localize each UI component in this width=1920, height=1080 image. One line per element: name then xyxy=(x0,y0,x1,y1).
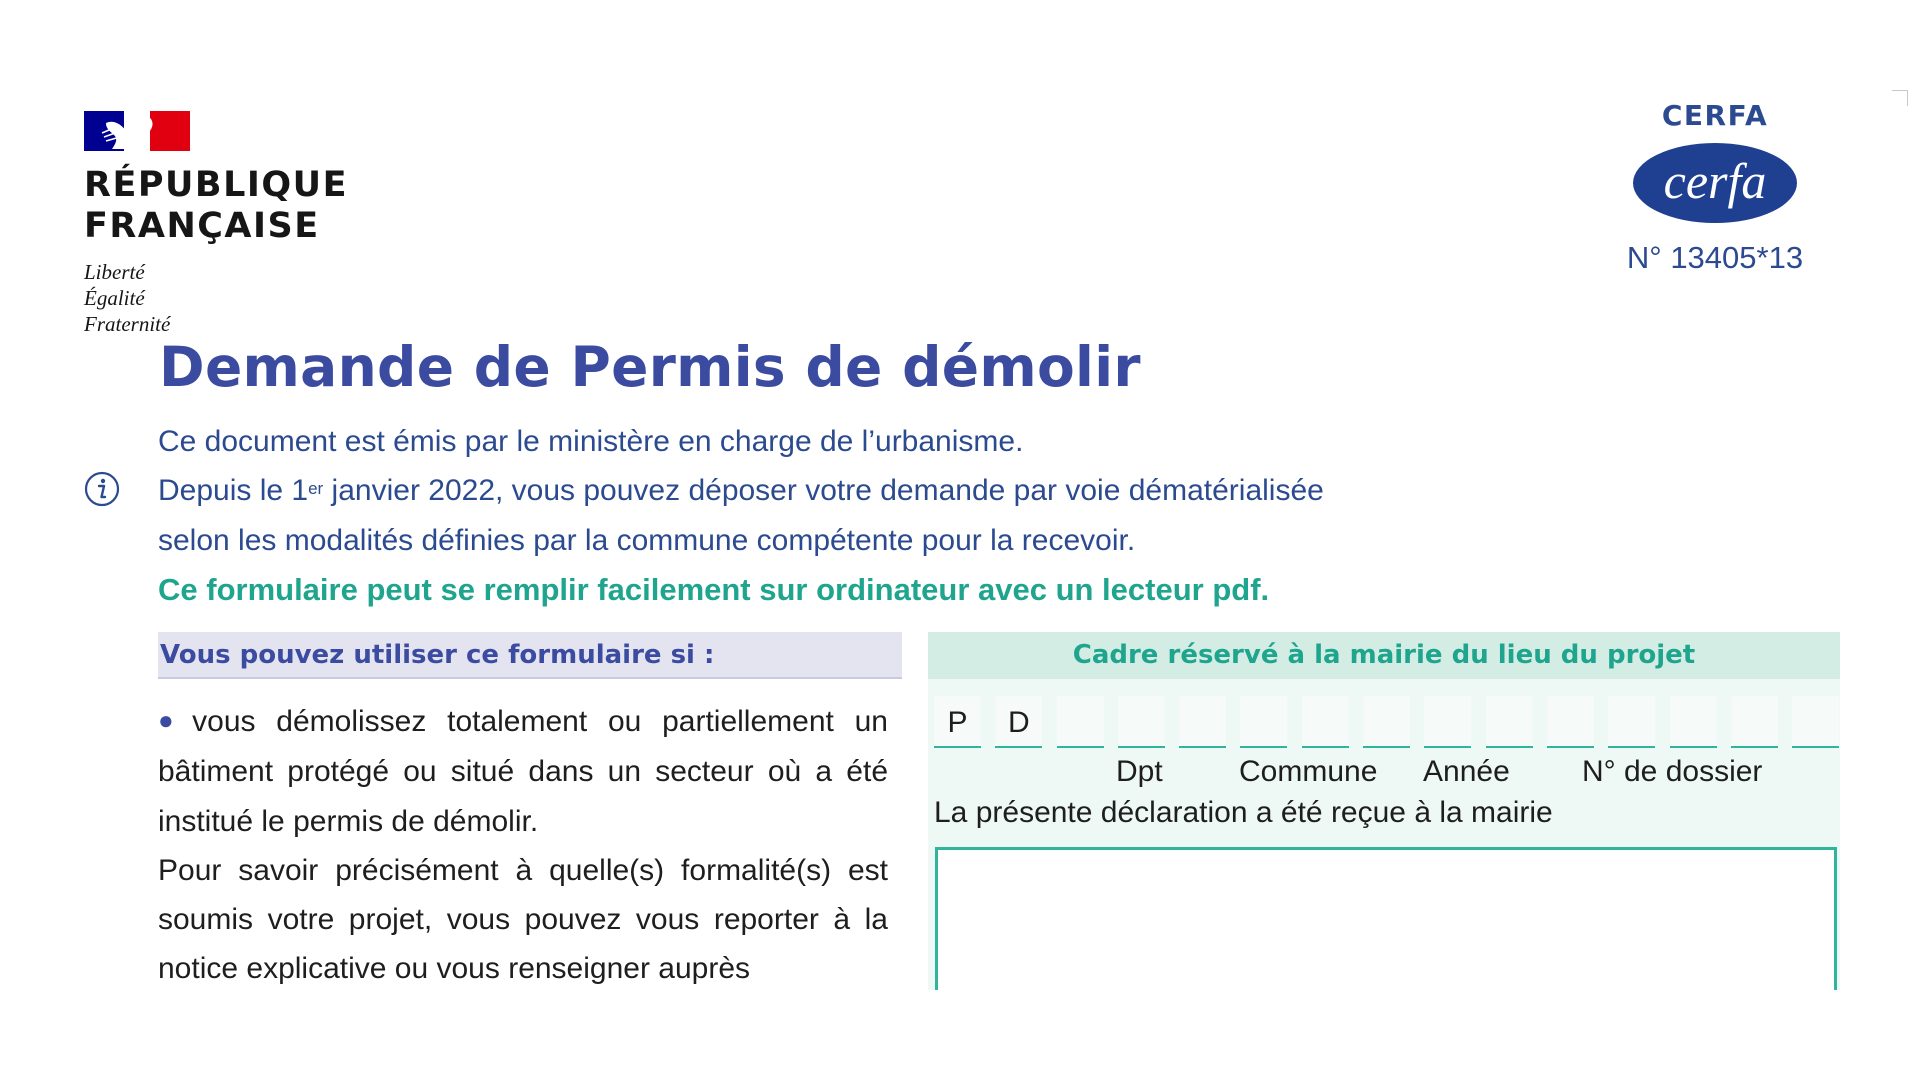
info-line-3: selon les modalités définies par la commune compétente pour la recevoir. xyxy=(158,524,1136,557)
francaise-line: FRANÇAISE xyxy=(84,206,320,246)
file-number-cell[interactable] xyxy=(1486,696,1533,748)
file-number-cell[interactable] xyxy=(1424,696,1471,748)
file-number-cell[interactable]: D xyxy=(995,696,1042,748)
usage-bullet-item xyxy=(158,697,888,846)
file-number-cell[interactable] xyxy=(1608,696,1655,748)
file-number-cell[interactable] xyxy=(1363,696,1410,748)
mairie-reserved-frame xyxy=(928,632,1840,990)
file-number-cell[interactable] xyxy=(1547,696,1594,748)
mairie-heading: Cadre réservé à la mairie du lieu du projet xyxy=(928,632,1840,679)
file-number-cell[interactable] xyxy=(1179,696,1226,748)
republique-line: RÉPUBLIQUE xyxy=(84,165,349,205)
republique-francaise-logo xyxy=(84,111,384,337)
ordinal-superscript: er xyxy=(308,479,324,498)
label-annee: Année xyxy=(1423,755,1510,788)
cerfa-number: N° 13405*13 xyxy=(1626,240,1804,275)
label-dossier: N° de dossier xyxy=(1582,755,1763,788)
usage-bullet-text: vous démolissez totalement ou partiellement un bâtiment protégé ou situé dans un secteur où a été institué le permis de démolir. xyxy=(158,705,888,838)
cerfa-logo-icon xyxy=(1631,140,1799,226)
corner-mark xyxy=(1892,90,1908,106)
usage-body xyxy=(158,697,888,994)
file-number-cell[interactable]: P xyxy=(934,696,981,748)
motto-liberte: Liberté xyxy=(84,260,145,284)
info-line-2-end: janvier 2022, vous pouvez déposer votre demande par voie dématérialisée xyxy=(323,474,1324,507)
mairie-stamp-area[interactable] xyxy=(935,847,1837,990)
declaration-received-label: La présente déclaration a été reçue à la mairie xyxy=(934,796,1553,829)
info-line-2 xyxy=(158,471,1324,511)
file-number-cell[interactable] xyxy=(1118,696,1165,748)
motto-fraternite: Fraternité xyxy=(84,312,171,336)
marianne-flag-icon xyxy=(84,111,190,151)
republic-motto xyxy=(84,259,384,337)
file-number-cell[interactable] xyxy=(1240,696,1287,748)
motto-egalite: Égalité xyxy=(84,286,145,310)
bullet-icon: ● xyxy=(158,705,187,735)
file-number-cell[interactable] xyxy=(1057,696,1104,748)
pdf-fill-notice: Ce formulaire peut se remplir facilement sur ordinateur avec un lecteur pdf. xyxy=(158,572,1270,607)
label-dpt: Dpt xyxy=(1116,755,1163,788)
page-title: Demande de Permis de démolir xyxy=(159,335,1141,399)
info-circle-icon xyxy=(84,471,120,507)
cerfa-logo-text: cerfa xyxy=(1663,153,1767,209)
republique-francaise-wordmark xyxy=(84,165,384,247)
usage-heading: Vous pouvez utiliser ce formulaire si : xyxy=(158,632,902,679)
file-number-cell[interactable] xyxy=(1731,696,1778,748)
file-number-cell[interactable] xyxy=(1792,696,1839,748)
cerfa-label: CERFA xyxy=(1661,99,1769,132)
file-number-cell[interactable] xyxy=(1670,696,1717,748)
info-line-2-start: Depuis le 1 xyxy=(158,474,309,507)
usage-paragraph: Pour savoir précisément à quelle(s) formalité(s) est soumis votre projet, vous pouvez vous reporter à la notice explicative ou vous renseigner auprès xyxy=(158,853,888,986)
label-commune: Commune xyxy=(1239,755,1378,788)
cerfa-block xyxy=(1590,98,1840,276)
info-line-1: Ce document est émis par le ministère en charge de l’urbanisme. xyxy=(158,425,1024,458)
file-number-cells xyxy=(934,696,1839,748)
file-number-cell[interactable] xyxy=(1302,696,1349,748)
